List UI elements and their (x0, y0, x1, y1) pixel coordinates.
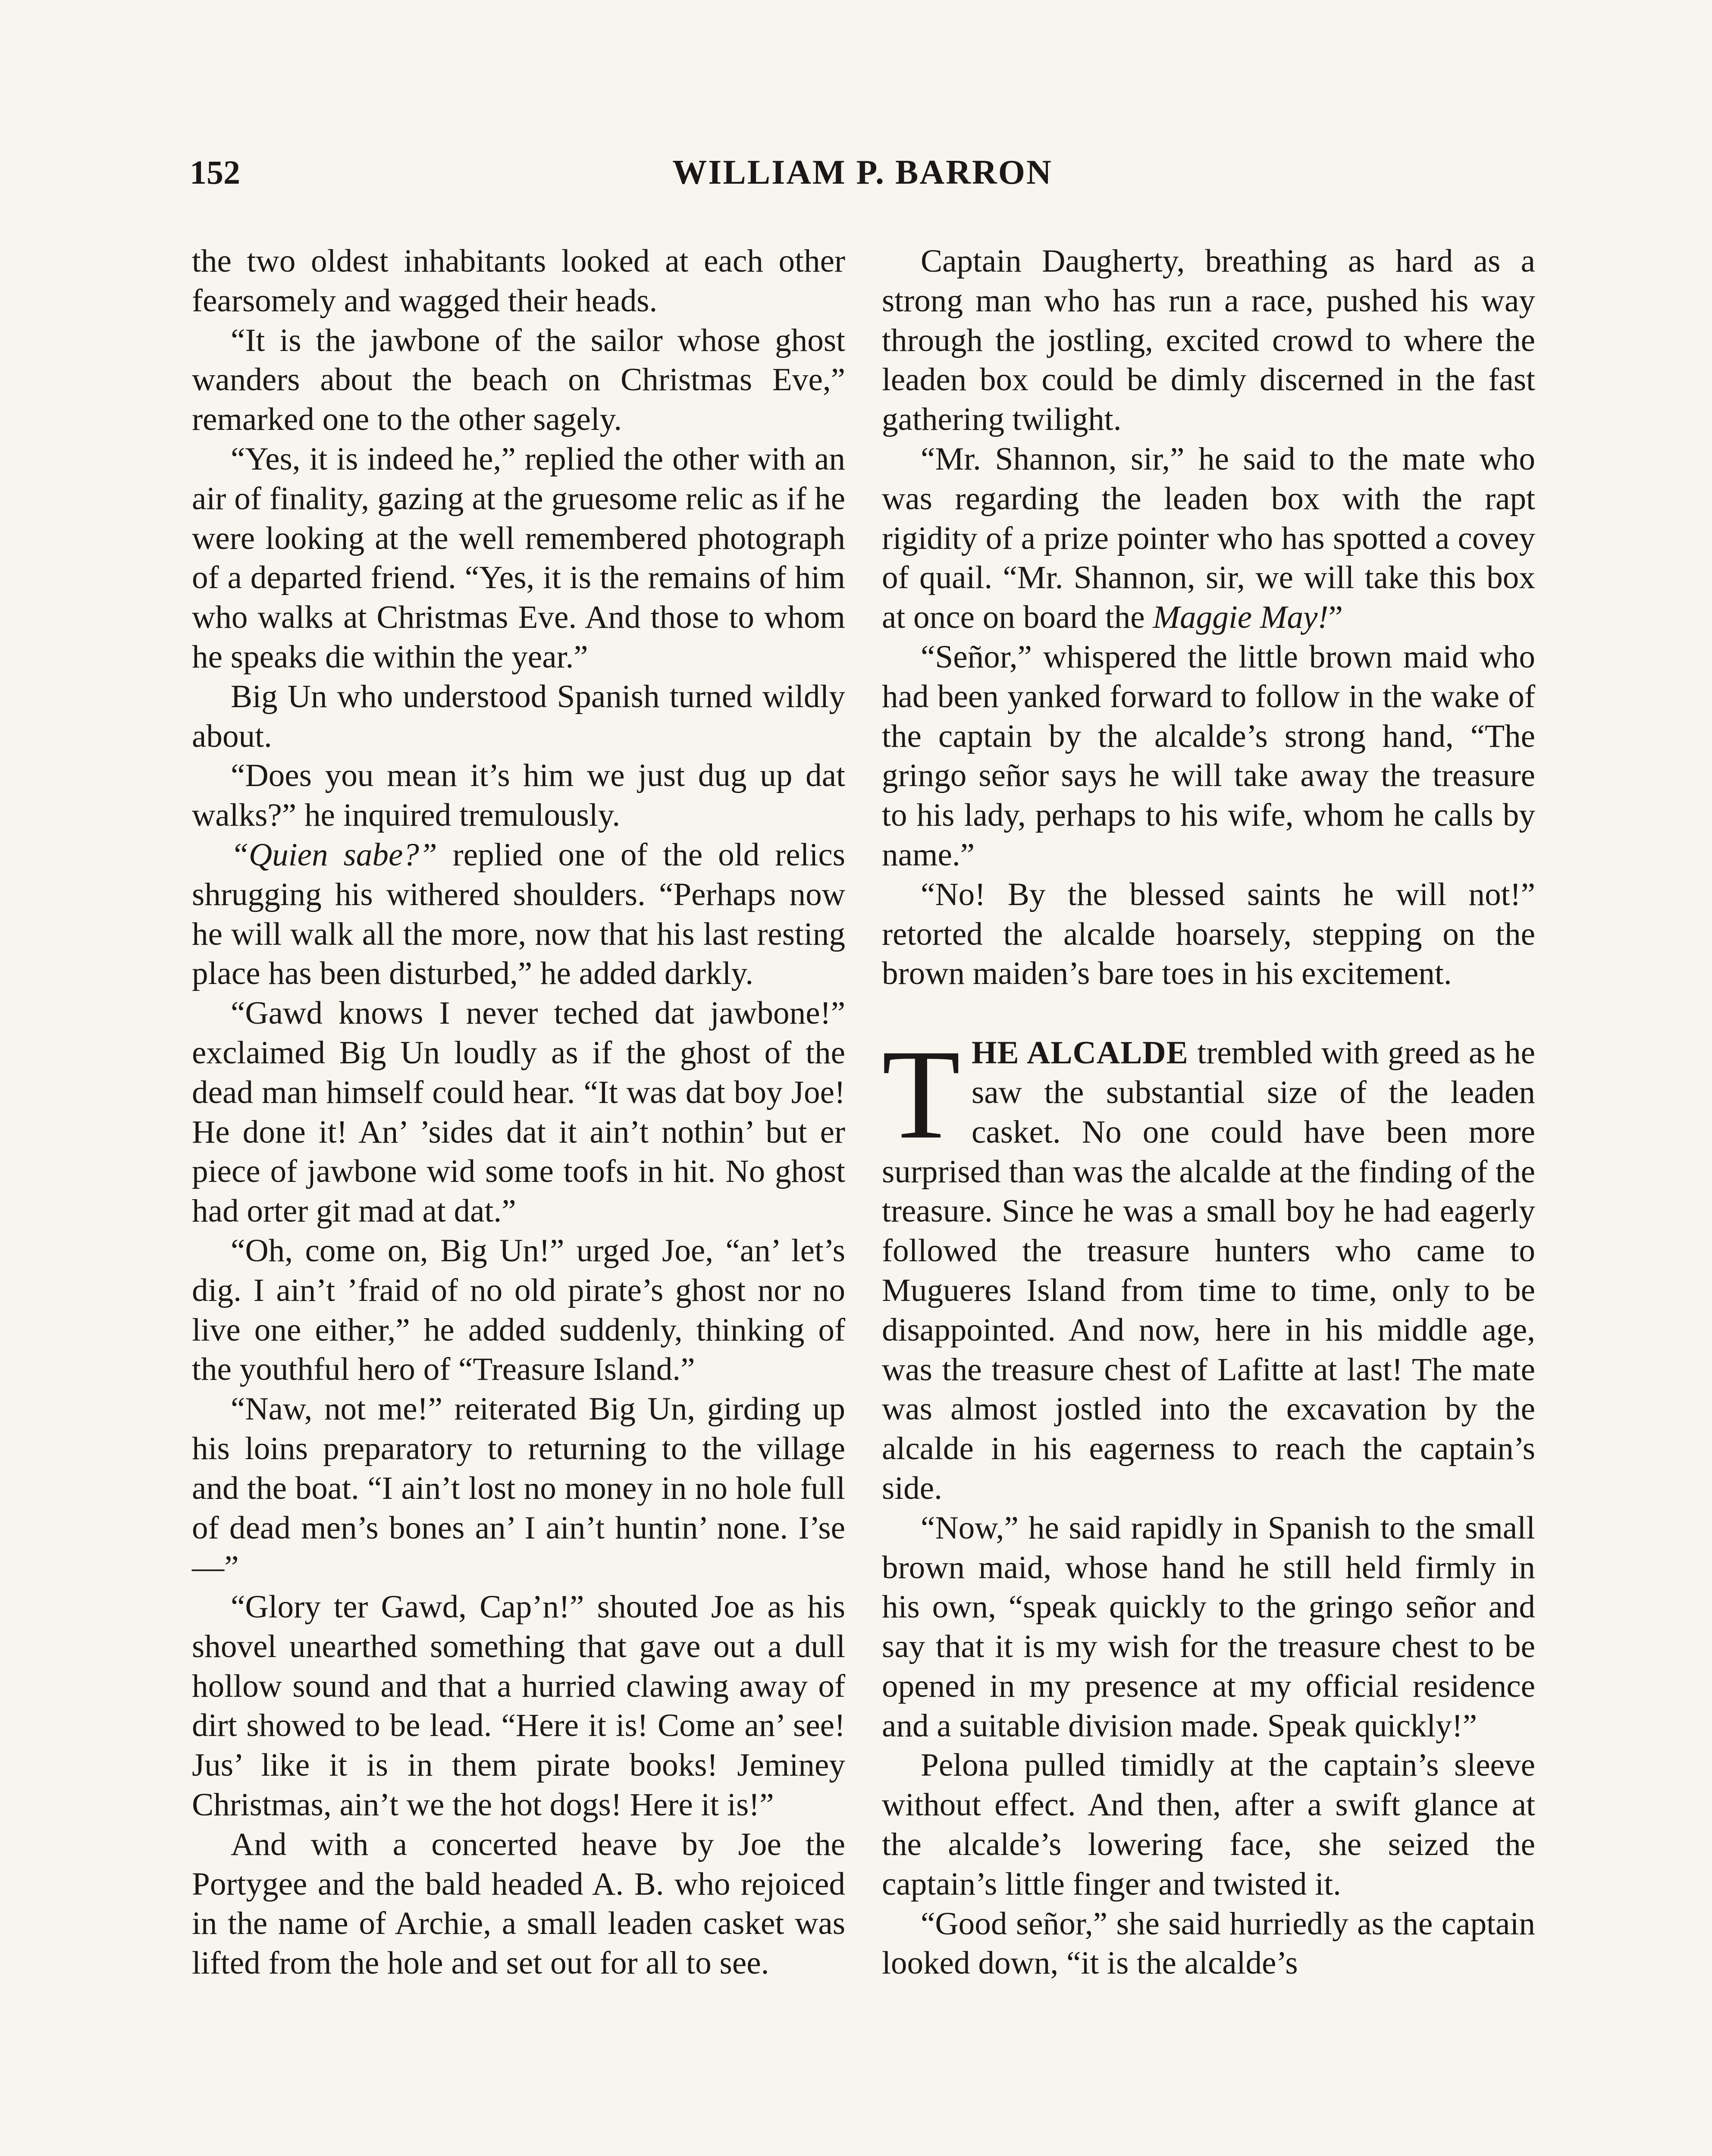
paragraph: Pelona pulled timidly at the captain’s sleeve without effect. And then, after a swift glance at the alcalde’s lowering face, she seized the captain’s little finger and twisted it. (882, 1747, 1535, 1902)
drop-cap: T (882, 1023, 961, 1166)
paragraph: “Señor,” whispered the little brown maid who had been yanked forward to follow in the wake of the captain by the alcalde’s strong hand, “The gringo señor says he will take away the treasure to his lady, perhaps to his wife, whom he calls by name.” (882, 639, 1535, 873)
italic-phrase: “Quien sabe?” (231, 837, 437, 873)
paragraph-text: trembled with greed as he saw the substantial size of the leaden casket. No one could have been more surprised than was the alcalde at the finding of the treasure. Since he was a small boy he had eagerly followed the treasure hunters who came to Mugueres Island from time to time, only to be disappointed. And now, here in his middle age, was the treasure chest of Lafitte at last! The mate was almost jostled into the excavation by the alcalde in his eagerness to reach the captain’s side. (882, 1035, 1535, 1506)
page-header (190, 153, 1535, 205)
paragraph: “Naw, not me!” reiterated Big Un, girding up his loins preparatory to returning to the village and the boat. “I ain’t lost no money in no hole full of dead men’s bones an’ I ain’t huntin’ none. I’se—” (192, 1391, 845, 1586)
paragraph: “Does you mean it’s him we just dug up dat walks?” he inquired tremulously. (192, 758, 845, 834)
page-number: 152 (190, 154, 240, 191)
paragraph: “Oh, come on, Big Un!” urged Joe, “an’ let’s dig. I ain’t ’fraid of no old pirate’s ghost nor no live one either,” he added suddenly, thinking of the youthful hero of “Treasure Island.” (192, 1232, 845, 1388)
paragraph-text: replied one of the old relics shrugging his withered shoulders. “Perhaps now he will walk all the more, now that his last resting place has been disturbed,” he added darkly. (192, 837, 845, 992)
paragraph-text: “Mr. Shannon, sir,” he said to the mate who was regarding the leaden box with the rapt rigidity of a prize pointer who has spotted a covey of quail. “Mr. Shannon, sir, we will take this box at once on board the (882, 441, 1535, 636)
paragraph (882, 439, 1535, 637)
paragraph: Captain Daugherty, breathing as hard as a strong man who has run a race, pushed his way through the jostling, excited crowd to where the leaden box could be dimly discerned in the fast gathering twilight. (882, 243, 1535, 438)
paragraph: And with a concerted heave by Joe the Portygee and the bald headed A. B. who rejoiced in the name of Archie, a small leaden casket was lifted from the hole and set out for all to see. (192, 1826, 845, 1981)
paragraph: Big Un who understood Spanish turned wildly about. (192, 678, 845, 754)
paragraph: “Glory ter Gawd, Cap’n!” shouted Joe as his shovel unearthed something that gave out a dull hollow sound and that a hurried clawing away of dirt showed to be lead. “Here it is! Come an’ see! Jus’ like it is in them pirate books! Jeminey Christmas, ain’t we the hot dogs! Here it is!” (192, 1589, 845, 1823)
section-break (882, 993, 1535, 1033)
paragraph: “Yes, it is indeed he,” replied the other with an air of finality, gazing at the gruesome relic as if he were looking at the well remembered photograph of a departed friend. “Yes, it is the remains of him who walks at Christmas Eve. And those to whom he speaks die within the year.” (192, 441, 845, 675)
paragraph: “No! By the blessed saints he will not!” retorted the alcalde hoarsely, stepping on the brown maiden’s bare toes in his excitement. (882, 876, 1535, 992)
paragraph: “It is the jawbone of the sailor whose ghost wanders about the beach on Christmas Eve,” remarked one to the other sagely. (192, 322, 845, 438)
section-opening-paragraph (882, 1023, 1535, 1508)
closing-quote: ” (1328, 599, 1343, 636)
paragraph: “Now,” he said rapidly in Spanish to the small brown maid, whose hand he still held firmly in his own, “speak quickly to the gringo señor and say that it is my wish for the treasure chest to be opened in my presence at my official residence and a suitable division made. Speak quickly!” (882, 1510, 1535, 1744)
left-column (192, 241, 845, 1983)
running-title: WILLIAM P. BARRON (672, 154, 1053, 191)
right-column (882, 241, 1535, 1983)
paragraph: the two oldest inhabitants looked at each other fearsomely and wagged their heads. (192, 243, 845, 319)
lead-caps: HE ALCALDE (972, 1035, 1188, 1071)
ship-name: Maggie May! (1153, 599, 1329, 636)
paragraph: “Gawd knows I never teched dat jawbone!” exclaimed Big Un loudly as if the ghost of the dead man himself could hear. “It was dat boy Joe! He done it! An’ ’sides dat it ain’t nothin’ but er piece of jawbone wid some toofs in hit. No ghost had orter git mad at dat.” (192, 995, 845, 1229)
paragraph: “Good señor,” she said hurriedly as the captain looked down, “it is the alcalde’s (882, 1905, 1535, 1981)
paragraph (192, 835, 845, 993)
